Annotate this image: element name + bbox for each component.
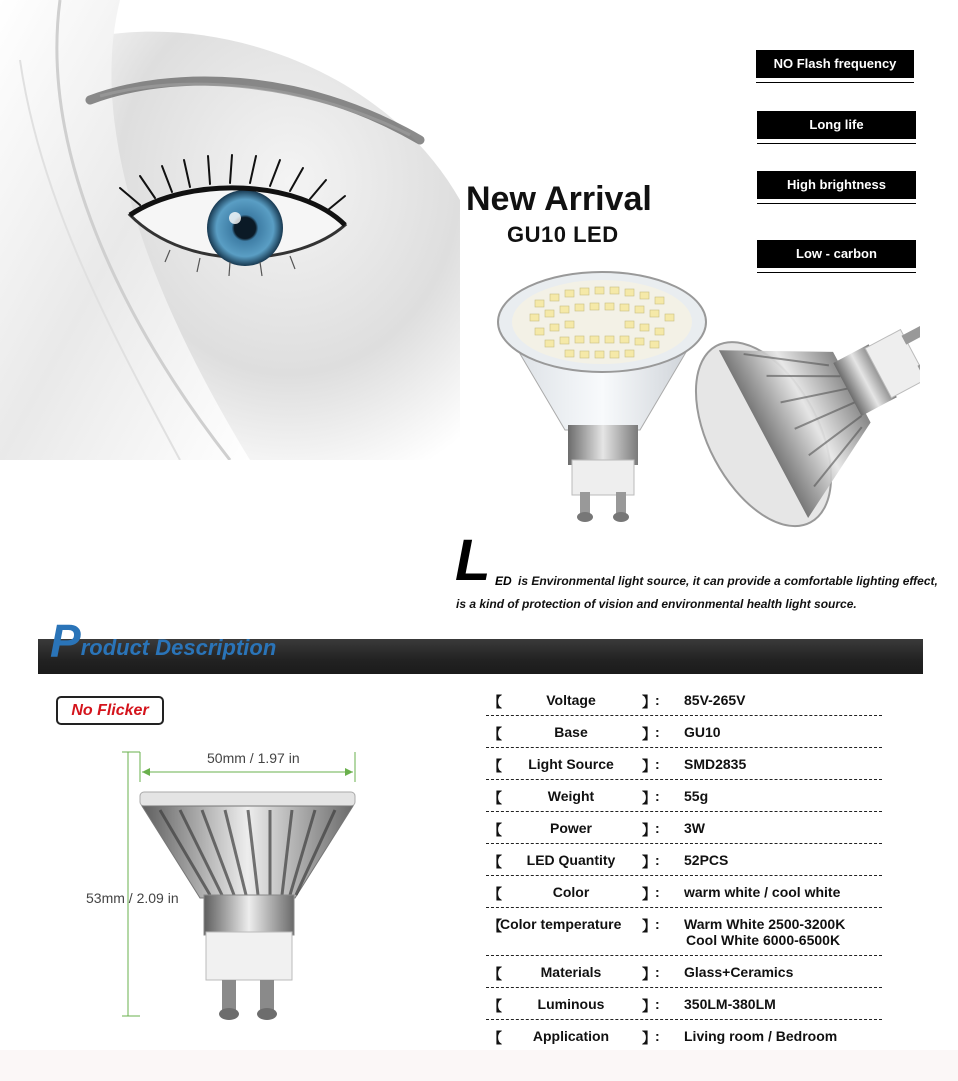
spec-value: 3W xyxy=(684,820,705,836)
spec-bracket-right: 】 xyxy=(642,998,656,1014)
spec-bracket-right: 】 xyxy=(642,790,656,806)
badge-high-brightness-label: High brightness xyxy=(787,177,886,192)
spec-row xyxy=(486,956,882,988)
spec-bracket-left: 【 xyxy=(488,790,502,806)
spec-name: Base xyxy=(554,724,588,740)
spec-colon: : xyxy=(655,916,660,932)
spec-row xyxy=(486,988,882,1020)
spec-row xyxy=(486,844,882,876)
intro-line-1: is Environmental light source, it can provide a comfortable lighting effect, xyxy=(518,574,938,588)
spec-colon: : xyxy=(655,1028,660,1044)
footer-strip xyxy=(0,1050,958,1081)
spec-name: Application xyxy=(532,1028,610,1044)
spec-colon: : xyxy=(655,756,660,772)
spec-row xyxy=(486,780,882,812)
spec-value: 52PCS xyxy=(684,852,729,868)
spec-name: Luminous xyxy=(537,996,605,1012)
spec-row xyxy=(486,876,882,908)
spec-row xyxy=(486,684,882,716)
dimension-height-label: 53mm / 2.09 in xyxy=(86,890,179,906)
spec-row xyxy=(486,748,882,780)
spec-value: Warm White 2500-3200K xyxy=(684,916,846,932)
spec-colon: : xyxy=(655,788,660,804)
spec-name: LED Quantity xyxy=(526,852,616,868)
spec-bracket-right: 】 xyxy=(642,886,656,902)
eye-illustration xyxy=(0,0,470,460)
spec-bracket-left: 【 xyxy=(488,998,502,1014)
badge-long-life-label: Long life xyxy=(809,117,864,132)
spec-bracket-left: 【 xyxy=(488,726,502,742)
bulbs-illustration xyxy=(490,260,920,530)
spec-value: GU10 xyxy=(684,724,721,740)
spec-colon: : xyxy=(655,884,660,900)
spec-value-secondary: Cool White 6000-6500K xyxy=(686,932,841,948)
spec-table xyxy=(486,684,882,1052)
spec-bracket-left: 【 xyxy=(488,694,502,710)
spec-bracket-right: 】 xyxy=(642,694,656,710)
spec-colon: : xyxy=(655,996,660,1012)
badge-low-carbon-label: Low - carbon xyxy=(796,246,877,261)
no-flicker-badge: No Flicker xyxy=(56,696,164,725)
spec-value: SMD2835 xyxy=(684,756,747,772)
spec-value: warm white / cool white xyxy=(684,884,841,900)
section-title-cap: P xyxy=(50,615,81,667)
spec-name: Power xyxy=(549,820,592,836)
dimension-width-label: 50mm / 1.97 in xyxy=(207,750,300,766)
section-title xyxy=(50,615,277,667)
spec-bracket-right: 】 xyxy=(642,854,656,870)
intro-drop-cap: L xyxy=(455,528,491,593)
badge-long-life xyxy=(757,111,916,139)
spec-bracket-left: 【 xyxy=(488,966,502,982)
spec-name: Weight xyxy=(547,788,595,804)
spec-colon: : xyxy=(655,692,660,708)
badge-no-flash xyxy=(756,50,914,78)
spec-bracket-right: 】 xyxy=(642,758,656,774)
spec-name: Voltage xyxy=(546,692,596,708)
spec-name: Light Source xyxy=(528,756,614,772)
spec-colon: : xyxy=(655,820,660,836)
spec-colon: : xyxy=(655,964,660,980)
badge-no-flash-label: NO Flash frequency xyxy=(773,56,897,71)
spec-bracket-left: 【 xyxy=(488,918,502,934)
headline-subtitle: GU10 LED xyxy=(507,222,619,247)
spec-bracket-right: 】 xyxy=(642,822,656,838)
spec-value: 85V-265V xyxy=(684,692,746,708)
section-title-rest: roduct Description xyxy=(80,635,277,660)
spec-value: Living room / Bedroom xyxy=(684,1028,838,1044)
spec-row xyxy=(486,716,882,748)
spec-bracket-right: 】 xyxy=(642,966,656,982)
spec-colon: : xyxy=(655,724,660,740)
spec-value: 350LM-380LM xyxy=(684,996,776,1012)
spec-bracket-left: 【 xyxy=(488,1030,502,1046)
spec-bracket-right: 】 xyxy=(642,918,656,934)
spec-bracket-right: 】 xyxy=(642,1030,656,1046)
intro-line-2: is a kind of protection of vision and environmental health light source. xyxy=(456,597,857,611)
spec-row xyxy=(486,812,882,844)
intro-small-cap: ED xyxy=(495,574,512,588)
spec-name: Color xyxy=(552,884,590,900)
spec-bracket-left: 【 xyxy=(488,758,502,774)
spec-bracket-right: 】 xyxy=(642,726,656,742)
headline-title: New Arrival xyxy=(466,180,652,218)
spec-name: Color temperature xyxy=(500,916,622,932)
spec-row xyxy=(486,908,882,956)
badge-high-brightness xyxy=(757,171,916,199)
spec-colon: : xyxy=(655,852,660,868)
spec-bracket-left: 【 xyxy=(488,886,502,902)
spec-value: 55g xyxy=(684,788,709,804)
spec-value: Glass+Ceramics xyxy=(684,964,794,980)
dimension-drawing xyxy=(80,740,380,1030)
spec-name: Materials xyxy=(540,964,602,980)
spec-bracket-left: 【 xyxy=(488,822,502,838)
spec-row xyxy=(486,1020,882,1052)
spec-bracket-left: 【 xyxy=(488,854,502,870)
